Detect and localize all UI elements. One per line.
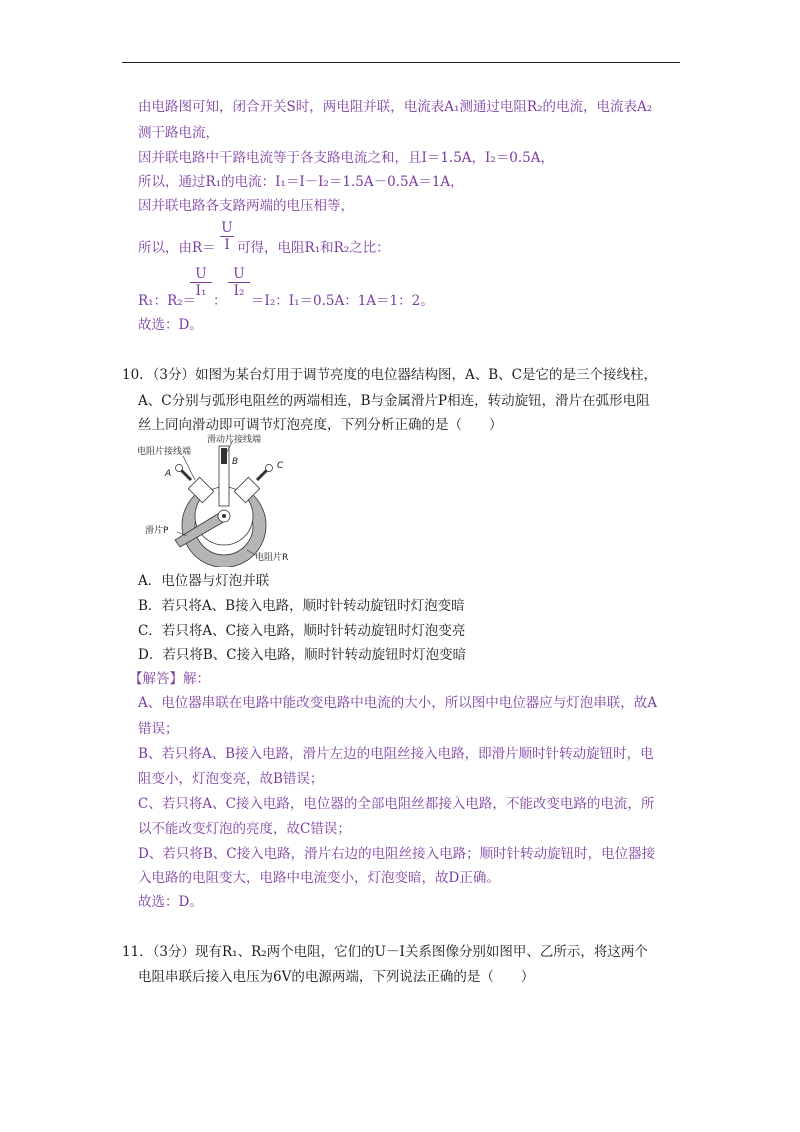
solution-line: 所以，由R＝ (138, 240, 216, 256)
solution-line: 因并联电路各支路两端的电压相等， (138, 198, 354, 214)
terminal-b (219, 446, 229, 506)
label-a: A (165, 469, 172, 479)
option-d: D．若只将B、C接入电路，顺时针转动旋钮时灯泡变暗 (138, 647, 467, 663)
answer-line: 错误； (138, 721, 179, 737)
label-c: C (277, 461, 284, 471)
fraction-u-over-i2 (228, 266, 250, 299)
solution-line: 所以，通过R₁的电流：I₁＝I－I₂＝1.5A－0.5A＝1A， (138, 174, 464, 190)
question-stem-line: 丝上同向滑动即可调节灯泡亮度，下列分析正确的是（ ） (138, 417, 503, 433)
fraction-denominator: I (224, 237, 230, 253)
answer-line: 故选：D。 (138, 894, 203, 910)
option-b: B．若只将A、B接入电路，顺时针转动旋钮时灯泡变暗 (138, 598, 465, 614)
answer-line: 阻变小，灯泡变亮，故B错误； (138, 771, 324, 787)
label-slider-p: 滑片P (145, 526, 169, 536)
fraction-denominator: I₁ (195, 283, 207, 299)
label-b: B (232, 457, 239, 467)
answer-heading: 【解答】解： (129, 671, 210, 687)
answer-line: B、若只将A、B接入电路，滑片左边的电阻丝接入电路，即滑片顺时针转动旋钮时，电 (138, 746, 654, 762)
solution-answer: 故选：D。 (138, 317, 203, 333)
question-stem-line: A、C分别与弧形电阻丝的两端相连，B与金属滑片P相连，转动旋钮，滑片在弧形电阻 (138, 393, 650, 409)
question-stem-line: 11．（3分）现有R₁、R₂两个电阻，它们的U－I关系图像分别如图甲、乙所示，将这两个 (122, 944, 648, 960)
header-rule (122, 62, 680, 63)
question-stem-line: 10．（3分）如图为某台灯用于调节亮度的电位器结构图，A、B、C是它的是三个接线柱， (122, 367, 658, 383)
fraction-numerator: U (228, 266, 250, 283)
ratio-separator: ： (213, 293, 227, 309)
solution-line: 可得，电阻R₁和R₂之比： (237, 240, 390, 256)
solution-line: 因并联电路中干路电流等于各支路电流之和，且I＝1.5A，I₂＝0.5A， (138, 150, 555, 166)
solution-line: 由电路图可知，闭合开关S时，两电阻并联，电流表A₁测通过电阻R₂的电流，电流表A₂ (138, 99, 653, 115)
answer-line: A、电位器串联在电路中能改变电路中电流的大小，所以图中电位器应与灯泡串联，故A (138, 695, 657, 711)
answer-line: C、若只将A、C接入电路，电位器的全部电阻丝都接入电路，不能改变电路的电流，所 (138, 796, 655, 812)
label-slider-terminal: 滑动片接线端 (207, 435, 262, 445)
option-c: C．若只将A、C接入电路，顺时针转动旋钮时灯泡变亮 (138, 623, 466, 639)
answer-line: 入电路的电阻变大，电路中电流变小，灯泡变暗，故D正确。 (138, 870, 500, 886)
fraction-denominator: I₂ (233, 283, 245, 299)
question-stem-line: 电阻串联后接入电压为6V的电源两端，下列说法正确的是（ ） (138, 969, 535, 985)
solution-line: ＝I₂：I₁＝0.5A：1A＝1：2。 (251, 293, 434, 309)
answer-line: 以不能改变灯泡的亮度，故C错误； (138, 821, 351, 837)
option-a: A．电位器与灯泡并联 (138, 573, 270, 589)
fraction-u-over-i1 (190, 266, 212, 299)
potentiometer-figure (135, 432, 310, 567)
fraction-u-over-i (220, 220, 234, 253)
solution-line: R₁：R₂＝ (138, 293, 197, 309)
label-resistor-terminal: 电阻片接线端 (137, 447, 192, 457)
fraction-numerator: U (190, 266, 212, 283)
solution-line: 测干路电流， (138, 125, 219, 141)
answer-line: D、若只将B、C接入电路，滑片右边的电阻丝接入电路；顺时针转动旋钮时，电位器接 (138, 846, 656, 862)
fraction-numerator: U (221, 220, 233, 236)
label-resistor-r: 电阻片R (255, 553, 289, 563)
